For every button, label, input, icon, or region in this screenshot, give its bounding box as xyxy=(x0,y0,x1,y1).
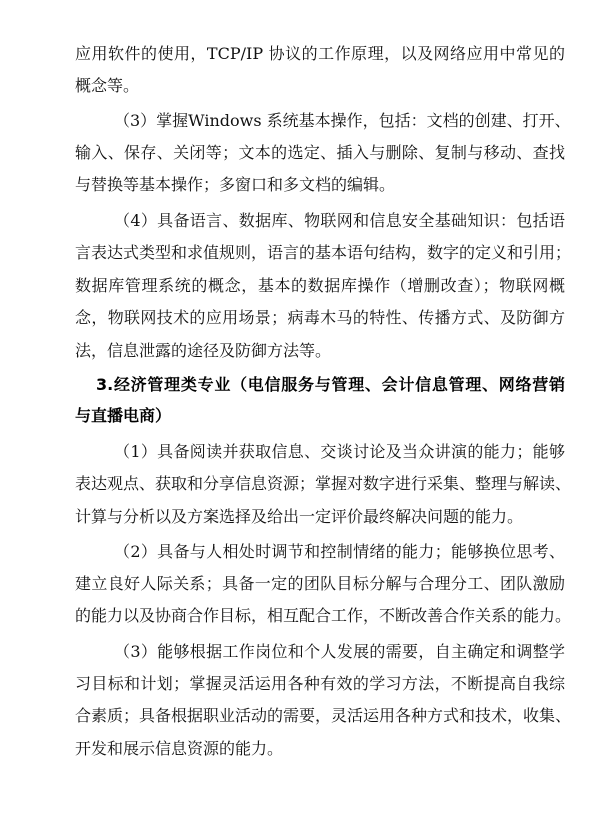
text-line: 念，物联网技术的应用场景；病毒木马的特性、传播方式、及防御方 xyxy=(75,308,565,327)
text-line: （3）能够根据工作岗位和个人发展的需要，自主确定和调整学 xyxy=(114,642,565,661)
text-line: 的能力以及协商合作目标，相互配合工作，不断改善合作关系的能力。 xyxy=(75,606,572,625)
text-line: （3）掌握Windows 系统基本操作，包括：文档的创建、打开、 xyxy=(114,111,571,130)
text-line: （4）具备语言、数据库、物联网和信息安全基础知识：包括语 xyxy=(114,211,565,230)
text-line: 建立良好人际关系；具备一定的团队目标分解与合理分工、团队激励 xyxy=(75,574,565,593)
text-line: 习目标和计划；掌握灵活运用各种有效的学习方法，不断提高自我综 xyxy=(75,674,565,693)
text-line: 计算与分析以及方案选择及给出一定评价最终解决问题的能力。 xyxy=(75,507,524,526)
text-line: 与替换等基本操作；多窗口和多文档的编辑。 xyxy=(75,175,396,194)
text-line: 输入、保存、关闭等；文本的选定、插入与删除、复制与移动、查找 xyxy=(75,143,565,162)
text-line: 概念等。 xyxy=(75,76,140,95)
text-line: 法，信息泄露的途径及防御方法等。 xyxy=(75,341,332,360)
text-line: 应用软件的使用，TCP/IP 协议的工作原理，以及网络应用中常见的 xyxy=(75,44,565,63)
text-line: （1）具备阅读并获取信息、交谈讨论及当众讲演的能力；能够 xyxy=(114,442,565,461)
text-line: 合素质；具备根据职业活动的需要，灵活运用各种方式和技术，收集、 xyxy=(75,706,572,725)
text-line: 开发和展示信息资源的能力。 xyxy=(75,739,284,758)
section-heading: 3.经济管理类专业（电信服务与管理、会计信息管理、网络营销 xyxy=(96,375,565,394)
text-line: 数据库管理系统的概念，基本的数据库操作（增删改查）；物联网概 xyxy=(75,276,565,295)
text-line: 表达观点、获取和分享信息资源；掌握对数字进行采集、整理与解读、 xyxy=(75,474,572,493)
section-heading: 与直播电商） xyxy=(75,406,172,425)
text-line: （2）具备与人相处时调节和控制情绪的能力；能够换位思考、 xyxy=(114,542,565,561)
text-line: 言表达式类型和求值规则，语言的基本语句结构，数字的定义和引用； xyxy=(75,243,572,262)
